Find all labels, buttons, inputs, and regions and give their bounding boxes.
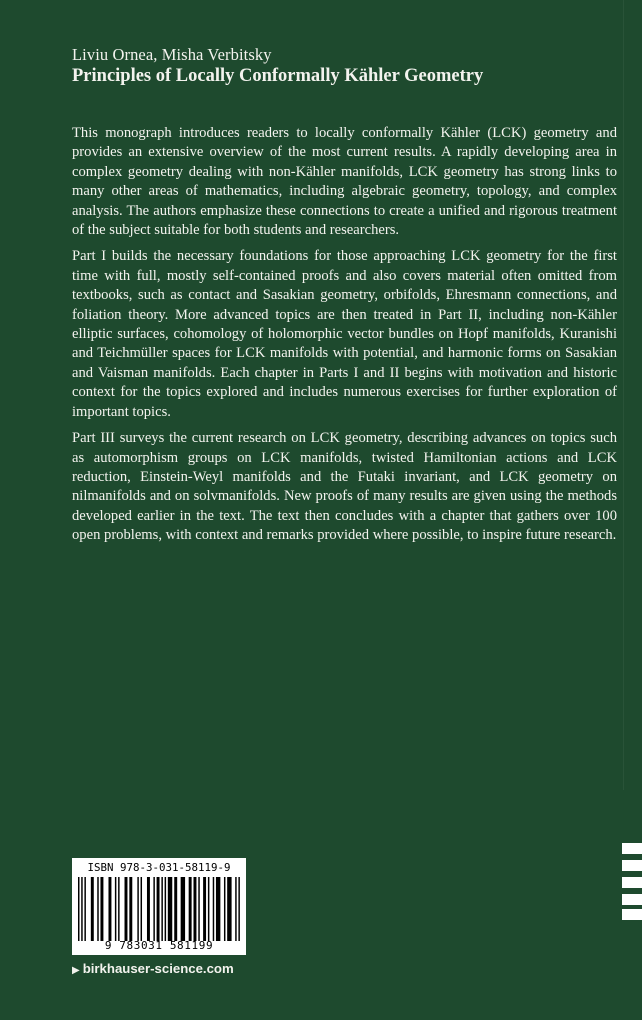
publisher-website[interactable] [72, 961, 234, 976]
isbn-label: ISBN 978-3-031-58119-9 [87, 861, 231, 874]
barcode-bar [147, 877, 150, 941]
description-paragraph-3: Part III surveys the current research on LCK geometry, describing advances on topics such as automorphism groups on LCK manifolds, twisted Hamiltonian actions and LCK reduction, Einstein-Weyl manifolds and the Futaki invariant, and LCK geometry on nilmanifolds and on solvmanifolds. New proofs of many results are given using the methods developed earlier in the text. The text then concludes with a chapter that gathers over 100 open problems, with context and remarks provided where possible, to inspire future research. [72, 430, 617, 544]
barcode-bar [137, 877, 138, 941]
barcode-bar [227, 877, 231, 941]
barcode-bar [238, 877, 239, 941]
edge-mark [622, 860, 642, 871]
barcode-bar [78, 877, 79, 941]
triangle-right-icon: ▶ [72, 965, 80, 976]
barcode-bar [168, 877, 172, 941]
barcode-bar [216, 877, 220, 941]
barcode-bar [118, 877, 119, 941]
barcode-bar [161, 877, 162, 941]
edge-mark [622, 894, 642, 905]
barcode-bar [174, 877, 177, 941]
spine-divider [623, 0, 624, 790]
barcode-bar [100, 877, 103, 941]
barcode-bar [203, 877, 206, 941]
barcode-bar [141, 877, 142, 941]
barcode-bar [235, 877, 236, 941]
barcode-bar [157, 877, 160, 941]
barcode-bar [153, 877, 154, 941]
barcode-bar [84, 877, 85, 941]
description-paragraph-2: Part I builds the necessary foundations for those approaching LCK geometry for the first time with full, mostly self-contained proofs and also covers material often omitted from textbooks, such as contact and Sasakian geometry, orbifolds, Ehresmann connections, and foliation theory. More advanced topics are then treated in Part II, including non-Kähler elliptic surfaces, cohomology of holomorphic vector bundles on Hopf manifolds, Kuranishi and Teichmüller spaces for LCK manifolds with potential, and harmonic forms on Sasakian and Vaisman manifolds. Each chapter in Parts I and II begins with motivation and historic context for the topics explored and includes numerous exercises for further exploration of important topics. [72, 248, 617, 420]
barcode-bar [91, 877, 94, 941]
isbn-barcode [72, 858, 246, 955]
barcode-bar [115, 877, 116, 941]
barcode-bar [97, 877, 98, 941]
barcode-bar [189, 877, 192, 941]
barcode-bar [125, 877, 128, 941]
book-description [72, 124, 617, 553]
barcode-bar [165, 877, 166, 941]
barcode-bar [81, 877, 82, 941]
barcode-digits: 9 783031 581199 [104, 939, 214, 952]
website-url[interactable]: birkhauser-science.com [82, 961, 234, 976]
barcode-bar [198, 877, 199, 941]
barcode-bar [224, 877, 225, 941]
edge-mark [622, 909, 642, 920]
edge-mark [622, 843, 642, 854]
edge-marks [622, 843, 642, 923]
barcode-bar [208, 877, 209, 941]
description-paragraph-1: This monograph introduces readers to locally conformally Kähler (LCK) geometry and provides an extensive overview of the most current results. A rapidly developing area in complex geometry dealing with non-Kähler manifolds, LCK geometry has strong links to many other areas of mathematics, including algebraic geometry, topology, and complex analysis. The authors emphasize these connections to create a unified and rigorous treatment of the subject suitable for both students and researchers. [72, 125, 617, 239]
book-authors: Liviu Ornea, Misha Verbitsky [72, 45, 272, 64]
barcode-bar [193, 877, 196, 941]
barcode-bar [108, 877, 111, 941]
barcode-bar [181, 877, 185, 941]
barcode-bars [78, 877, 240, 941]
edge-mark [622, 877, 642, 888]
book-title: Principles of Locally Conformally Kähler Geometry [72, 66, 484, 86]
barcode-bar [129, 877, 132, 941]
barcode-bar [213, 877, 214, 941]
